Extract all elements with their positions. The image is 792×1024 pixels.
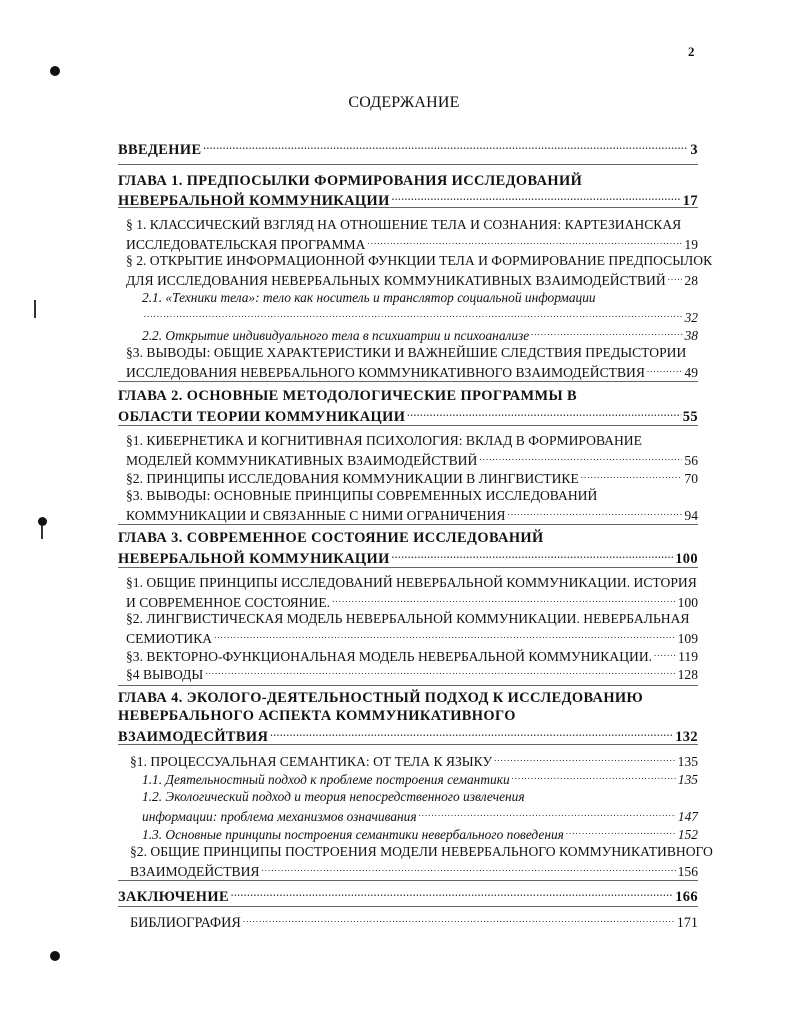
toc-entry-label: §2. ОБЩИЕ ПРИНЦИПЫ ПОСТРОЕНИЯ МОДЕЛИ НЕВЕРБАЛЬНОГО КОММУНИКАТИВНОГО	[130, 844, 713, 859]
toc-entry-page: 147	[677, 809, 698, 824]
toc-entry[interactable]	[130, 751, 698, 768]
toc-entry-label: 1.3. Основные принципы построения семантики невербального поведения	[142, 827, 564, 842]
toc-entry[interactable]	[142, 806, 698, 823]
toc-entry[interactable]	[142, 325, 698, 342]
toc-entry-label: ГЛАВА 3. СОВРЕМЕННОЕ СОСТОЯНИЕ ИССЛЕДОВАНИЙ	[118, 530, 544, 546]
toc-entry[interactable]	[126, 610, 698, 627]
dot-leader	[365, 234, 682, 249]
toc-entry-label: ГЛАВА 4. ЭКОЛОГО-ДЕЯТЕЛЬНОСТНЫЙ ПОДХОД К ИССЛЕДОВАНИЮ	[118, 690, 644, 706]
dot-leader	[330, 592, 676, 607]
toc-entry-label: §1. ОБЩИЕ ПРИНЦИПЫ ИССЛЕДОВАНИЙ НЕВЕРБАЛЬНОЙ КОММУНИКАЦИИ. ИСТОРИЯ	[126, 575, 697, 590]
toc-entry[interactable]	[118, 708, 698, 725]
dot-leader	[579, 468, 683, 483]
toc-entry[interactable]	[130, 912, 698, 929]
toc-entry-label: ВЗАИМОДЕЙСТВИЯ	[130, 864, 260, 879]
toc-entry-page: 128	[677, 667, 698, 682]
page-title: СОДЕРЖАНИЕ	[348, 94, 460, 111]
toc-entry-label: 1.1. Деятельностный подход к проблеме построения семантики	[142, 772, 510, 787]
toc-entry[interactable]	[130, 843, 713, 860]
toc-entry-label: ДЛЯ ИССЛЕДОВАНИЯ НЕВЕРБАЛЬНЫХ КОММУНИКАТИВНЫХ ВЗАИМОДЕЙСТВИЙ	[126, 273, 666, 288]
toc-entry[interactable]	[126, 450, 698, 467]
toc-entry[interactable]	[126, 468, 698, 485]
page-number: 2	[688, 44, 695, 59]
toc-entry-label: ГЛАВА 2. ОСНОВНЫЕ МЕТОДОЛОГИЧЕСКИЕ ПРОГРАММЫ В	[118, 388, 578, 404]
toc-entry-label: КОММУНИКАЦИИ И СВЯЗАННЫЕ С НИМИ ОГРАНИЧЕНИЯ	[126, 508, 506, 523]
section-divider	[118, 524, 698, 525]
toc-entry[interactable]	[126, 270, 698, 287]
toc-entry-page: 49	[684, 365, 698, 380]
toc-entry-page: 135	[677, 754, 698, 769]
toc-entry[interactable]	[130, 861, 698, 878]
scan-mark	[41, 525, 43, 539]
dot-leader	[212, 628, 676, 643]
toc-entry-page: 55	[682, 409, 698, 425]
dot-leader	[477, 450, 682, 465]
toc-entry[interactable]	[142, 824, 698, 841]
dot-leader	[201, 139, 688, 154]
toc-entry[interactable]	[126, 344, 698, 361]
dot-leader	[259, 861, 675, 876]
toc-entry-label: §1. КИБЕРНЕТИКА И КОГНИТИВНАЯ ПСИХОЛОГИЯ: ВКЛАД В ФОРМИРОВАНИЕ	[126, 433, 642, 448]
toc-entry-label: СЕМИОТИКА	[126, 631, 213, 646]
dot-leader	[142, 307, 683, 322]
dot-leader	[417, 806, 676, 821]
toc-entry-label: МОДЕЛЕЙ КОММУНИКАТИВНЫХ ВЗАИМОДЕЙСТВИЙ	[126, 453, 478, 468]
toc-entry-label: §2. ЛИНГВИСТИЧЕСКАЯ МОДЕЛЬ НЕВЕРБАЛЬНОЙ КОММУНИКАЦИИ. НЕВЕРБАЛЬНАЯ	[126, 611, 690, 626]
section-divider	[118, 164, 698, 165]
dot-leader	[645, 362, 682, 377]
toc-entry[interactable]	[126, 362, 698, 379]
dot-leader	[405, 406, 681, 421]
toc-entry[interactable]	[126, 487, 698, 504]
toc-entry-page: 152	[677, 827, 698, 842]
toc-entry-label: ОБЛАСТИ ТЕОРИИ КОММУНИКАЦИИ	[118, 409, 406, 425]
toc-entry-page: 166	[675, 889, 698, 905]
toc-entry-label: 2.1. «Техники тела»: тело как носитель и транслятор социальной информации	[142, 290, 596, 305]
toc-entry[interactable]	[126, 646, 698, 663]
toc-entry[interactable]	[126, 628, 698, 645]
dot-leader	[229, 886, 673, 901]
toc-entry-page: 100	[675, 551, 698, 567]
toc-entry-page: 94	[684, 508, 698, 523]
dot-leader	[241, 912, 675, 927]
toc-entry[interactable]	[118, 388, 698, 405]
dot-leader	[666, 270, 683, 285]
toc-entry-label: НЕВЕРБАЛЬНОЙ КОММУНИКАЦИИ	[118, 193, 390, 209]
toc-entry-label: § 1. КЛАССИЧЕСКИЙ ВЗГЛЯД НА ОТНОШЕНИЕ ТЕЛА И СОЗНАНИЯ: КАРТЕЗИАНСКАЯ	[126, 217, 682, 232]
dot-leader	[268, 726, 673, 741]
toc-entry-page: 100	[677, 595, 698, 610]
toc-entry[interactable]	[118, 190, 698, 207]
toc-entry[interactable]	[126, 234, 698, 251]
toc-entry[interactable]	[126, 216, 698, 233]
dot-leader	[510, 769, 676, 784]
toc-entry-label: ЗАКЛЮЧЕНИЕ	[118, 889, 229, 905]
toc-entry[interactable]	[126, 505, 698, 522]
dot-leader	[564, 824, 676, 839]
toc-entry[interactable]	[118, 690, 698, 707]
toc-entry-page: 70	[684, 471, 698, 486]
toc-entry[interactable]	[142, 788, 698, 805]
toc-entry-label: ВВЕДЕНИЕ	[118, 142, 202, 158]
toc-entry-page: 56	[684, 453, 698, 468]
toc-entry[interactable]	[118, 886, 698, 903]
toc-entry-label: ГЛАВА 1. ПРЕДПОСЫЛКИ ФОРМИРОВАНИЯ ИССЛЕДОВАНИЙ	[118, 173, 583, 189]
toc-entry-page: 171	[676, 915, 698, 931]
toc-entry[interactable]	[126, 574, 698, 591]
toc-entry-page: 132	[675, 729, 698, 745]
toc-entry-page: 3	[690, 142, 698, 158]
toc-entry-label: НЕВЕРБАЛЬНОЙ КОММУНИКАЦИИ	[118, 551, 390, 567]
toc-entry-label: §2. ПРИНЦИПЫ ИССЛЕДОВАНИЯ КОММУНИКАЦИИ В ЛИНГВИСТИКЕ	[126, 471, 579, 486]
toc-entry-label: ВЗАИМОДЕСЙТВИЯ	[118, 729, 269, 745]
toc-entry-label: БИБЛИОГРАФИЯ	[130, 915, 241, 931]
toc-entry-label: ИССЛЕДОВАНИЯ НЕВЕРБАЛЬНОГО КОММУНИКАТИВНОГО ВЗАИМОДЕЙСТВИЯ	[126, 365, 645, 380]
toc-entry[interactable]	[118, 406, 698, 423]
toc-entry-label: §1. ПРОЦЕССУАЛЬНАЯ СЕМАНТИКА: ОТ ТЕЛА К ЯЗЫКУ	[130, 754, 493, 769]
dot-leader	[652, 646, 676, 661]
toc-entry[interactable]	[142, 289, 698, 306]
punch-hole-dot	[50, 951, 60, 961]
toc-entry[interactable]	[126, 432, 698, 449]
toc-entry-label: §3. ВЫВОДЫ: ОСНОВНЫЕ ПРИНЦИПЫ СОВРЕМЕННЫХ ИССЛЕДОВАНИЙ	[126, 488, 598, 503]
toc-entry-label: §3. ВЕКТОРНО-ФУНКЦИОНАЛЬНАЯ МОДЕЛЬ НЕВЕРБАЛЬНОЙ КОММУНИКАЦИИ.	[126, 649, 653, 664]
toc-entry[interactable]	[142, 307, 698, 324]
toc-entry[interactable]	[126, 664, 698, 681]
toc-entry-page: 17	[682, 193, 698, 209]
toc-entry[interactable]	[118, 726, 698, 743]
toc-entry-label: НЕВЕРБАЛЬНОГО АСПЕКТА КОММУНИКАТИВНОГО	[118, 708, 516, 724]
section-divider	[118, 381, 698, 382]
toc-entry-label: §3. ВЫВОДЫ: ОБЩИЕ ХАРАКТЕРИСТИКИ И ВАЖНЕЙШИЕ СЛЕДСТВИЯ ПРЕДЫСТОРИИ	[126, 345, 687, 360]
toc-entry-label: § 2. ОТКРЫТИЕ ИНФОРМАЦИОННОЙ ФУНКЦИИ ТЕЛА И ФОРМИРОВАНИЕ ПРЕДПОСЫЛОК	[126, 253, 713, 268]
dot-leader	[390, 190, 681, 205]
toc-entry[interactable]	[126, 592, 698, 609]
scan-mark	[34, 300, 36, 318]
section-divider	[118, 685, 698, 686]
toc-entry-page: 109	[677, 631, 698, 646]
toc-entry-label: 2.2. Открытие индивидуального тела в психиатрии и психоанализе	[142, 328, 530, 343]
dot-leader	[492, 751, 676, 766]
dot-leader	[529, 325, 682, 340]
toc-entry-page: 38	[684, 328, 698, 343]
toc-entry[interactable]	[118, 173, 698, 190]
toc-entry[interactable]	[118, 548, 698, 565]
toc-entry[interactable]	[118, 530, 698, 547]
dot-leader	[505, 505, 682, 520]
toc-entry[interactable]	[142, 769, 698, 786]
toc-entry-page: 156	[677, 864, 698, 879]
toc-entry-page: 19	[684, 237, 698, 252]
toc-entry[interactable]	[118, 139, 698, 156]
toc-entry-label: §4 ВЫВОДЫ	[126, 667, 204, 682]
toc-entry[interactable]	[126, 252, 713, 269]
toc-entry-page: 119	[678, 649, 698, 664]
section-divider	[118, 906, 698, 907]
section-divider	[118, 880, 698, 881]
punch-hole-dot	[50, 66, 60, 76]
toc-entry-label: 1.2. Экологический подход и теория непосредственного извлечения	[142, 789, 525, 804]
toc-entry-page: 32	[684, 310, 698, 325]
toc-entry-page: 28	[684, 273, 698, 288]
toc-entry-label: информации: проблема механизмов означивания	[142, 809, 417, 824]
toc-entry-label: И СОВРЕМЕННОЕ СОСТОЯНИЕ.	[126, 595, 331, 610]
toc-entry-page: 135	[677, 772, 698, 787]
dot-leader	[390, 548, 674, 563]
dot-leader	[203, 664, 675, 679]
toc-entry-label: ИССЛЕДОВАТЕЛЬСКАЯ ПРОГРАММА	[126, 237, 366, 252]
